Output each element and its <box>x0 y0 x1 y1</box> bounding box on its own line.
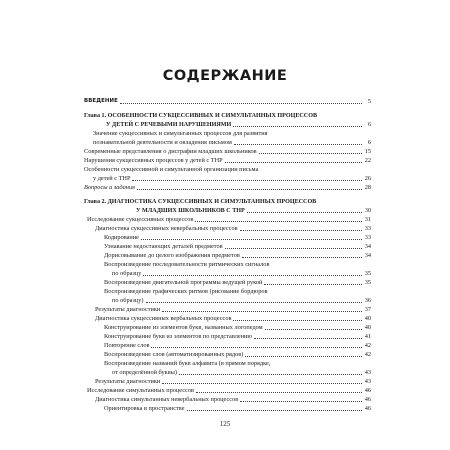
dot-leader <box>179 374 362 375</box>
toc-entry <box>84 147 371 156</box>
toc-entry-page: 40 <box>364 315 371 322</box>
toc-entry <box>84 341 371 350</box>
toc-entry-page: 41 <box>364 333 371 340</box>
toc-entry <box>84 156 371 165</box>
toc-entry-text: Повторение слов <box>104 342 150 349</box>
dot-leader <box>264 284 362 285</box>
toc-entry-page: 46 <box>364 405 371 412</box>
toc-entry <box>84 296 371 305</box>
dot-leader <box>245 356 362 357</box>
table-of-contents <box>84 97 371 413</box>
dot-leader <box>162 311 362 312</box>
toc-entry-text: Конструирование букв из элементов по представлению <box>104 333 253 340</box>
toc-entry-text: Результаты диагностики <box>95 306 161 313</box>
toc-entry-page: 34 <box>364 243 371 250</box>
toc-entry-text: Исследование сукцессивных процессов <box>87 216 194 223</box>
toc-entry-text: Ориентировка в пространстве <box>104 405 185 412</box>
toc-entry-text: Конструирование из элементов букв, названных логопедом <box>104 324 263 331</box>
toc-entry <box>84 242 371 251</box>
toc-entry <box>84 183 371 192</box>
dot-leader <box>225 248 362 249</box>
toc-entry <box>84 287 371 296</box>
toc-entry-page: 46 <box>364 387 371 394</box>
toc-entry-text: Глава 2. ДИАГНОСТИКА СУКЦЕССИВНЫХ И СИМУЛЬТАННЫХ ПРОЦЕССОВ <box>84 198 317 205</box>
dot-leader <box>195 221 362 222</box>
toc-entry-text: Воспроизведение слов (автоматизированных рядов) <box>104 351 244 358</box>
toc-entry-text: Особенности сукцессивной и симультанной организации письма <box>84 166 259 173</box>
dot-leader <box>143 275 362 276</box>
toc-entry <box>84 395 371 404</box>
toc-entry-page: 15 <box>364 148 371 155</box>
dot-leader <box>120 103 362 104</box>
toc-entry-page: 43 <box>364 378 371 385</box>
toc-entry <box>84 165 371 174</box>
toc-entry-text: Современные представления о дисграфии младших школьников <box>84 148 257 155</box>
toc-entry-text: ВВЕДЕНИЕ <box>84 98 118 104</box>
toc-entry <box>84 97 371 106</box>
toc-entry-page: 33 <box>364 234 371 241</box>
dot-leader <box>137 189 362 190</box>
toc-entry <box>84 332 371 341</box>
dot-leader <box>196 392 362 393</box>
toc-entry-page: 35 <box>364 279 371 286</box>
toc-entry <box>84 215 371 224</box>
toc-entry-text: У МЛАДШИХ ШКОЛЬНИКОВ С ТНР <box>136 207 245 214</box>
toc-entry-page: 33 <box>364 225 371 232</box>
toc-entry-text: Диагностика сукцессивных вербальных процессов <box>95 315 232 322</box>
toc-entry <box>84 386 371 395</box>
toc-chapter-heading <box>84 197 371 206</box>
toc-entry-text: по образцу) <box>112 297 144 304</box>
dot-leader <box>141 239 362 240</box>
toc-entry-page: 31 <box>364 216 371 223</box>
toc-entry <box>84 350 371 359</box>
toc-chapter-heading <box>84 111 371 120</box>
toc-entry-text: Значение сукцессивных и симультанных процессов для развития <box>93 130 268 137</box>
toc-entry-text: Диагностика симультанных невербальных процессов <box>95 396 239 403</box>
toc-entry-page: 34 <box>364 252 371 259</box>
toc-entry <box>84 404 371 413</box>
toc-entry-text: по образцу <box>112 270 142 277</box>
toc-chapter-heading <box>84 206 371 215</box>
toc-entry-page: 26 <box>364 175 371 182</box>
toc-entry-page: 30 <box>364 207 371 214</box>
toc-entry <box>84 278 371 287</box>
dot-leader <box>259 153 362 154</box>
toc-entry-page: 46 <box>364 396 371 403</box>
toc-entry-page: 40 <box>364 324 371 331</box>
dot-leader <box>233 320 362 321</box>
toc-entry-text: Вопросы и задания <box>84 184 135 191</box>
toc-entry <box>84 323 371 332</box>
toc-entry-page: 6 <box>367 139 371 146</box>
dot-leader <box>151 347 362 348</box>
toc-entry <box>84 368 371 377</box>
toc-entry-text: Воспроизведение названий букв алфавита (в прямом порядке, <box>104 360 271 367</box>
toc-entry <box>84 224 371 233</box>
toc-entry-text: Нарушения сукцессивных процессов у детей с ТНР <box>84 157 223 164</box>
toc-entry-page: 5 <box>367 98 371 105</box>
toc-entry-text: у детей с ТНР <box>93 175 131 182</box>
toc-chapter-heading <box>84 120 371 129</box>
dot-leader <box>162 383 362 384</box>
toc-entry-text: Диагностика сукцессивных невербальных процессов <box>95 225 238 232</box>
page-number: 125 <box>219 420 231 428</box>
toc-entry-page: 36 <box>364 297 371 304</box>
toc-entry-text: Результаты диагностики <box>95 378 161 385</box>
toc-entry <box>84 314 371 323</box>
toc-entry <box>84 233 371 242</box>
toc-entry-text: от определённой буквы) <box>112 369 178 376</box>
toc-entry-page: 28 <box>364 184 371 191</box>
dot-leader <box>187 410 362 411</box>
toc-entry-text: познавательной деятельности и овладения письмом <box>93 139 232 146</box>
toc-entry-text: Узнавание недостающих деталей предметов <box>104 243 223 250</box>
dot-leader <box>265 329 362 330</box>
toc-entry <box>84 359 371 368</box>
toc-entry-page: 43 <box>364 369 371 376</box>
dot-leader <box>240 230 362 231</box>
dot-leader <box>132 180 362 181</box>
toc-entry-page: 35 <box>364 270 371 277</box>
dot-leader <box>247 212 362 213</box>
dot-leader <box>240 401 362 402</box>
toc-entry-text: Дорисовывание до целого изображения предметов <box>104 252 240 259</box>
toc-entry <box>84 305 371 314</box>
toc-entry <box>84 174 371 183</box>
toc-entry <box>84 269 371 278</box>
dot-leader <box>234 144 362 145</box>
toc-entry-text: Воспроизведение двигательной программы ведущей рукой <box>104 279 263 286</box>
toc-entry-text: Воспроизведение графических ритмов (рисование бордюров <box>104 288 268 295</box>
toc-entry <box>84 129 371 138</box>
toc-entry-text: Кодирование <box>104 234 139 241</box>
toc-entry-page: 37 <box>364 306 371 313</box>
dot-leader <box>233 126 362 127</box>
toc-entry-page: 42 <box>364 351 371 358</box>
toc-entry-text: Исследование симультанных процессов <box>87 387 194 394</box>
toc-entry-text: Воспроизведение последовательности ритмических сигналов <box>104 261 270 268</box>
toc-entry-page: 6 <box>367 121 371 128</box>
toc-entry-text: У ДЕТЕЙ С РЕЧЕВЫМИ НАРУШЕНИЯМИ <box>106 121 232 128</box>
dot-leader <box>225 162 362 163</box>
dot-leader <box>146 302 363 303</box>
toc-entry <box>84 377 371 386</box>
dot-leader <box>254 338 362 339</box>
toc-entry <box>84 138 371 147</box>
toc-entry <box>84 251 371 260</box>
page-title: СОДЕРЖАНИЕ <box>162 68 288 84</box>
toc-entry-text: Глава 1. ОСОБЕННОСТИ СУКЦЕССИВНЫХ И СИМУЛЬТАННЫХ ПРОЦЕССОВ <box>84 112 318 119</box>
toc-entry <box>84 260 371 269</box>
toc-entry-page: 42 <box>364 342 371 349</box>
dot-leader <box>242 257 362 258</box>
toc-entry-page: 22 <box>364 157 371 164</box>
